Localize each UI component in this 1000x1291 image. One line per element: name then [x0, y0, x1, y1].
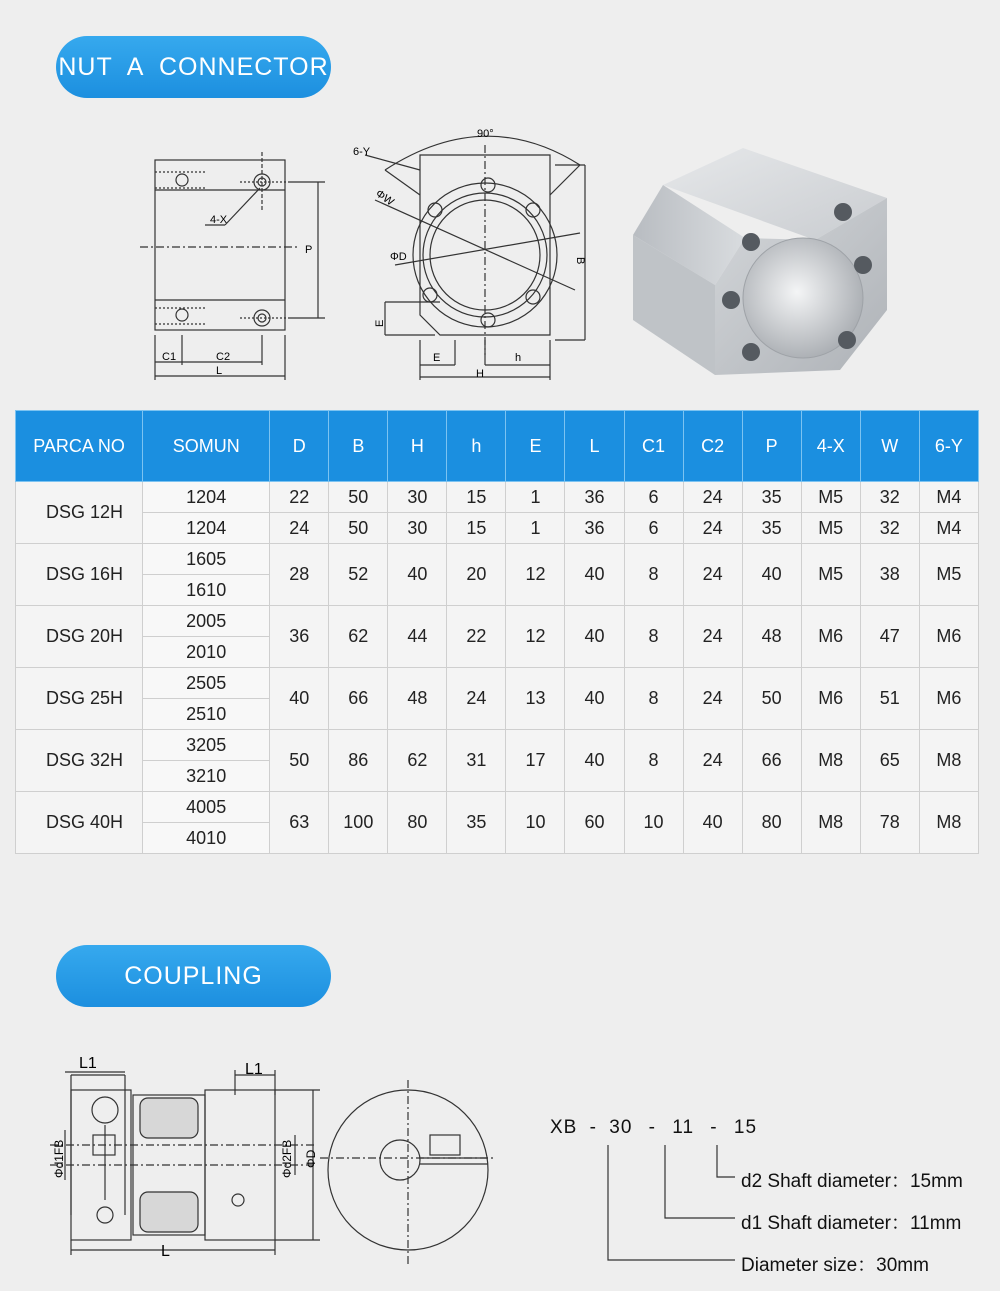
nut-connector-title — [56, 36, 331, 98]
header-cell: C2 — [683, 411, 742, 482]
label-length: L — [161, 1243, 170, 1260]
value-cell: 51 — [860, 668, 919, 730]
value-cell: 35 — [742, 513, 801, 544]
legend-value: 30mm — [876, 1255, 929, 1276]
value-cell: 6 — [624, 482, 683, 513]
value-cell: 35 — [447, 792, 506, 854]
value-cell: M4 — [919, 482, 978, 513]
code-d1: 11 — [672, 1117, 695, 1138]
label-c2: C2 — [216, 351, 231, 363]
value-cell: 30 — [388, 513, 447, 544]
header-cell: PARCA NO — [16, 411, 143, 482]
value-cell: 36 — [565, 482, 624, 513]
label-d2: Φd2FB — [280, 1139, 294, 1178]
label-6y: 6-Y — [353, 146, 371, 158]
value-cell: 36 — [565, 513, 624, 544]
value-cell: 32 — [860, 513, 919, 544]
nut-model-cell: 1610 — [143, 575, 270, 606]
code-prefix: XB — [550, 1117, 578, 1138]
value-cell: 36 — [270, 606, 329, 668]
value-cell: 40 — [683, 792, 742, 854]
header-cell: h — [447, 411, 506, 482]
nut-model-cell: 4005 — [143, 792, 270, 823]
value-cell: 48 — [388, 668, 447, 730]
value-cell: 38 — [860, 544, 919, 606]
header-cell: SOMUN — [143, 411, 270, 482]
code-size: 30 — [609, 1117, 633, 1138]
part-number-cell: DSG 25H — [16, 668, 143, 730]
value-cell: M5 — [919, 544, 978, 606]
value-cell: M6 — [919, 606, 978, 668]
label-d1: Φd1FB — [52, 1139, 66, 1178]
value-cell: 24 — [683, 668, 742, 730]
part-number-cell: DSG 20H — [16, 606, 143, 668]
value-cell: 13 — [506, 668, 565, 730]
value-cell: 50 — [329, 513, 388, 544]
value-cell: 80 — [742, 792, 801, 854]
legend-label: d2 Shaft diameter： — [741, 1171, 910, 1192]
label-d: ΦD — [390, 251, 407, 263]
nut-model-cell: 2505 — [143, 668, 270, 699]
legend-d1 — [741, 1208, 961, 1235]
table-row — [16, 730, 979, 761]
legend-label: Diameter size： — [741, 1255, 877, 1276]
header-cell: B — [329, 411, 388, 482]
value-cell: 24 — [683, 730, 742, 792]
nut-housing-product-image — [625, 140, 895, 380]
value-cell: 8 — [624, 668, 683, 730]
value-cell: 30 — [388, 482, 447, 513]
table-row — [16, 668, 979, 699]
value-cell: 24 — [683, 544, 742, 606]
label-e-horizontal: E — [433, 352, 441, 364]
value-cell: 63 — [270, 792, 329, 854]
value-cell: 35 — [742, 482, 801, 513]
nut-connector-title-text: NUT A CONNECTOR — [58, 52, 329, 81]
label-b: B — [574, 257, 586, 265]
value-cell: 40 — [565, 544, 624, 606]
label-l1-right: L1 — [245, 1061, 263, 1078]
value-cell: M5 — [801, 513, 860, 544]
table-row — [16, 792, 979, 823]
table-row — [16, 544, 979, 575]
value-cell: M8 — [801, 792, 860, 854]
label-h-small: h — [515, 352, 522, 364]
value-cell: M4 — [919, 513, 978, 544]
value-cell: 60 — [565, 792, 624, 854]
nut-model-cell: 4010 — [143, 823, 270, 854]
value-cell: 80 — [388, 792, 447, 854]
value-cell: 24 — [683, 606, 742, 668]
table-row — [16, 513, 979, 544]
value-cell: 65 — [860, 730, 919, 792]
label-w: ΦW — [373, 187, 396, 209]
value-cell: 6 — [624, 513, 683, 544]
value-cell: 52 — [329, 544, 388, 606]
part-number-cell: DSG 40H — [16, 792, 143, 854]
coupling-end-view-diagram — [320, 1080, 500, 1265]
value-cell: 50 — [329, 482, 388, 513]
value-cell: 50 — [270, 730, 329, 792]
label-e-vertical: E — [374, 319, 386, 327]
value-cell: 100 — [329, 792, 388, 854]
code-dash: - — [710, 1117, 718, 1138]
value-cell: 1 — [506, 513, 565, 544]
value-cell: M8 — [801, 730, 860, 792]
value-cell: M8 — [919, 730, 978, 792]
value-cell: 15 — [447, 513, 506, 544]
value-cell: 62 — [388, 730, 447, 792]
header-cell: 6-Y — [919, 411, 978, 482]
value-cell: 28 — [270, 544, 329, 606]
code-dash: - — [589, 1117, 597, 1138]
label-angle: 90° — [477, 128, 494, 140]
header-cell: W — [860, 411, 919, 482]
legend-leader-lines — [595, 1140, 745, 1270]
value-cell: 66 — [329, 668, 388, 730]
legend-label: d1 Shaft diameter： — [741, 1213, 910, 1234]
value-cell: 40 — [565, 606, 624, 668]
label-diameter: ΦD — [304, 1149, 318, 1168]
value-cell: 22 — [447, 606, 506, 668]
nut-model-cell: 2010 — [143, 637, 270, 668]
value-cell: 86 — [329, 730, 388, 792]
table-header-row — [16, 411, 979, 482]
coupling-title — [56, 945, 331, 1007]
label-c1: C1 — [162, 351, 177, 363]
nut-model-cell: 1204 — [143, 513, 270, 544]
value-cell: 40 — [742, 544, 801, 606]
value-cell: 10 — [506, 792, 565, 854]
value-cell: 20 — [447, 544, 506, 606]
value-cell: 50 — [742, 668, 801, 730]
value-cell: 24 — [683, 482, 742, 513]
dimension-table — [15, 410, 979, 854]
coupling-side-view-diagram — [45, 1050, 325, 1265]
legend-diameter — [741, 1250, 929, 1277]
nut-model-cell: 1204 — [143, 482, 270, 513]
nut-model-cell: 3205 — [143, 730, 270, 761]
label-l1-left: L1 — [79, 1055, 97, 1072]
value-cell: M5 — [801, 482, 860, 513]
value-cell: M8 — [919, 792, 978, 854]
header-cell: C1 — [624, 411, 683, 482]
value-cell: 17 — [506, 730, 565, 792]
header-cell: 4-X — [801, 411, 860, 482]
table-row — [16, 606, 979, 637]
value-cell: M6 — [801, 606, 860, 668]
value-cell: 40 — [565, 730, 624, 792]
label-h: H — [476, 368, 484, 380]
header-cell: L — [565, 411, 624, 482]
header-cell: P — [742, 411, 801, 482]
value-cell: 24 — [447, 668, 506, 730]
header-cell: E — [506, 411, 565, 482]
value-cell: 62 — [329, 606, 388, 668]
coupling-title-text: COUPLING — [124, 961, 263, 990]
value-cell: 8 — [624, 544, 683, 606]
value-cell: 12 — [506, 606, 565, 668]
value-cell: M6 — [919, 668, 978, 730]
value-cell: 47 — [860, 606, 919, 668]
legend-d2 — [741, 1166, 963, 1193]
value-cell: 24 — [270, 513, 329, 544]
part-number-cell: DSG 32H — [16, 730, 143, 792]
value-cell: 40 — [388, 544, 447, 606]
code-d2: 15 — [733, 1117, 758, 1138]
value-cell: M6 — [801, 668, 860, 730]
table-row — [16, 482, 979, 513]
value-cell: 40 — [270, 668, 329, 730]
value-cell: 24 — [683, 513, 742, 544]
value-cell: 40 — [565, 668, 624, 730]
label-l: L — [216, 365, 223, 377]
nut-model-cell: 3210 — [143, 761, 270, 792]
value-cell: 66 — [742, 730, 801, 792]
value-cell: 8 — [624, 730, 683, 792]
nut-model-cell: 1605 — [143, 544, 270, 575]
label-4x: 4-X — [210, 214, 228, 226]
value-cell: 12 — [506, 544, 565, 606]
nut-side-view-diagram — [345, 125, 605, 385]
nut-model-cell: 2510 — [143, 699, 270, 730]
value-cell: 31 — [447, 730, 506, 792]
value-cell: 48 — [742, 606, 801, 668]
legend-value: 15mm — [909, 1171, 963, 1192]
value-cell: 1 — [506, 482, 565, 513]
value-cell: 78 — [860, 792, 919, 854]
header-cell: D — [270, 411, 329, 482]
value-cell: 22 — [270, 482, 329, 513]
value-cell: 44 — [388, 606, 447, 668]
nut-front-view-diagram — [130, 150, 330, 390]
value-cell: 8 — [624, 606, 683, 668]
value-cell: 15 — [447, 482, 506, 513]
label-p: P — [305, 244, 313, 256]
header-cell: H — [388, 411, 447, 482]
part-number-cell: DSG 12H — [16, 482, 143, 544]
code-dash: - — [648, 1117, 656, 1138]
value-cell: 32 — [860, 482, 919, 513]
value-cell: M5 — [801, 544, 860, 606]
nut-model-cell: 2005 — [143, 606, 270, 637]
part-code — [550, 1117, 757, 1139]
legend-value: 11mm — [909, 1213, 962, 1234]
part-number-cell: DSG 16H — [16, 544, 143, 606]
value-cell: 10 — [624, 792, 683, 854]
